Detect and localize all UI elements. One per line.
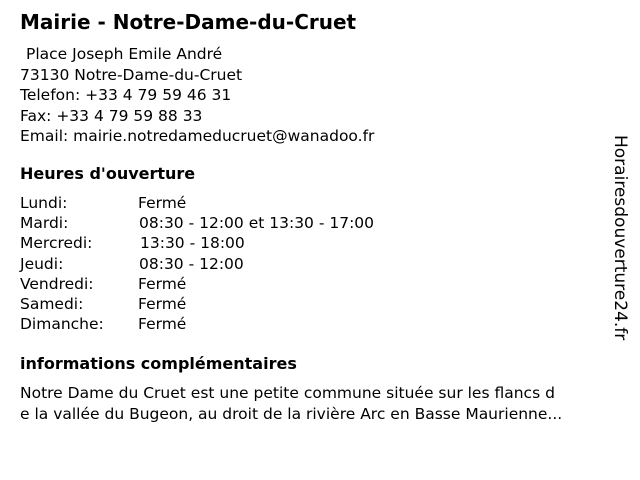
- info-line: e la vallée du Bugeon, au droit de la rivière Arc en Basse Maurienne...: [20, 405, 563, 423]
- address-block: [20, 44, 374, 147]
- time-value: Fermé: [138, 274, 187, 293]
- additional-info-text: [20, 383, 630, 425]
- day-label: Jeudi:: [20, 254, 64, 273]
- time-value: 13:30 - 18:00: [140, 234, 245, 253]
- time-value: Fermé: [138, 294, 187, 313]
- street-address: Place Joseph Emile André: [26, 45, 223, 63]
- time-value: 08:30 - 12:00: [139, 254, 244, 273]
- hours-row-saturday: [20, 294, 580, 314]
- time-value: 08:30 - 12:00 et 13:30 - 17:00: [139, 214, 375, 233]
- hours-row-thursday: [20, 254, 580, 274]
- hours-row-wednesday: [20, 233, 580, 253]
- info-line: Notre Dame du Cruet est une petite commune située sur les flancs d: [20, 384, 555, 402]
- day-label: Lundi:: [20, 194, 68, 212]
- day-label: Mardi:: [20, 214, 69, 233]
- hours-row-friday: [20, 274, 580, 294]
- opening-hours-list: [20, 193, 580, 334]
- time-value: Fermé: [138, 315, 187, 334]
- site-watermark: Horairesdouverture24.fr: [610, 135, 630, 341]
- day-label: Dimanche:: [20, 315, 104, 334]
- page-title: Mairie - Notre-Dame-du-Cruet: [20, 10, 357, 34]
- email-line: Email: mairie.notredameducruet@wanadoo.fr: [20, 127, 375, 145]
- day-label: Vendredi:: [20, 274, 94, 293]
- hours-row-monday: [20, 193, 580, 213]
- phone-line: Telefon: +33 4 79 59 46 31: [20, 86, 232, 104]
- additional-info-heading: informations complémentaires: [20, 354, 297, 373]
- hours-row-sunday: [20, 314, 580, 334]
- opening-hours-heading: Heures d'ouverture: [20, 164, 196, 183]
- day-label: Samedi:: [20, 294, 84, 313]
- fax-line: Fax: +33 4 79 59 88 33: [20, 106, 203, 125]
- hours-row-tuesday: [20, 213, 580, 233]
- day-label: Mercredi:: [20, 234, 93, 253]
- city-line: 73130 Notre-Dame-du-Cruet: [20, 65, 243, 84]
- time-value: Fermé: [138, 194, 187, 212]
